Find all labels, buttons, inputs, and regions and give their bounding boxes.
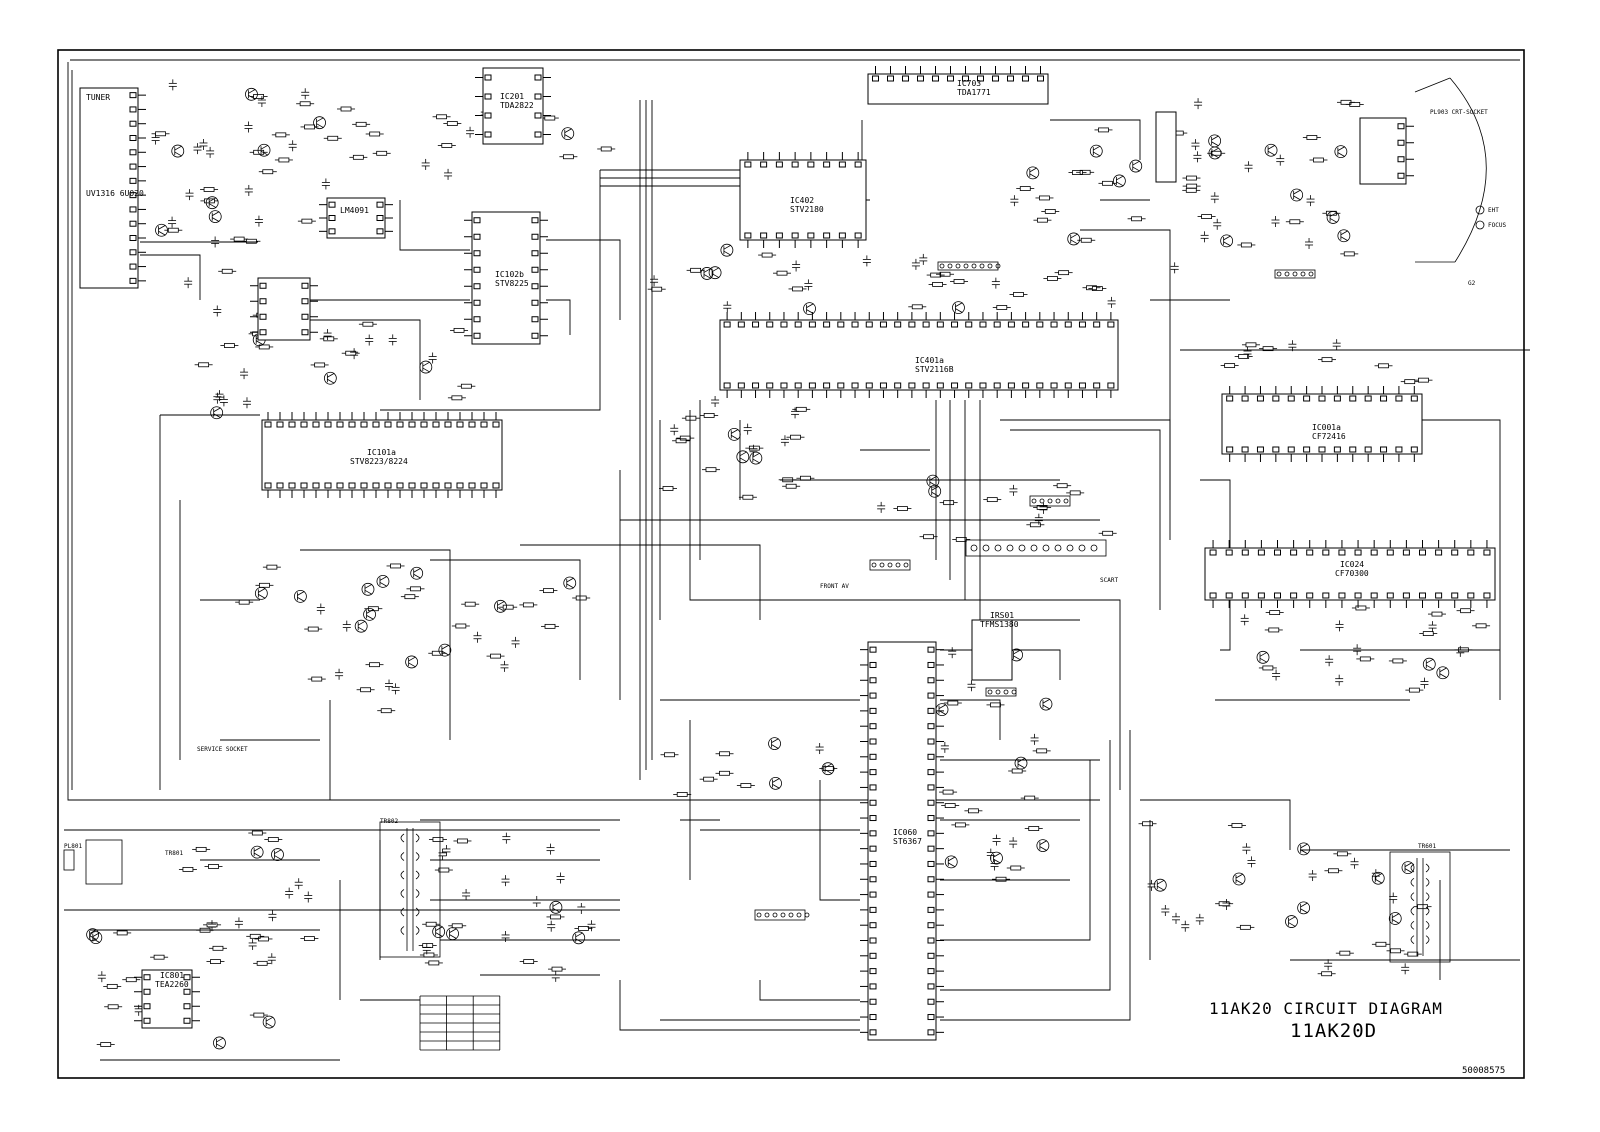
focus-label: FOCUS (1488, 222, 1507, 229)
g2-label: G2 (1468, 280, 1476, 287)
ic201-part: TDA2822 (500, 101, 534, 110)
ic401a-part: STV2116B (915, 365, 954, 374)
ic-tuner-part: UV1316 6U020 (86, 189, 144, 198)
ic402-label: IC402 (790, 196, 815, 205)
front-av-label: FRONT AV (820, 583, 849, 590)
ic703-part: TDA1771 (957, 88, 991, 97)
ic024-label: IC024 (1340, 560, 1365, 569)
ic024-part: CF70300 (1335, 569, 1369, 578)
mains-label: PL801 (64, 843, 83, 850)
ic703-label: IC703 (957, 79, 982, 88)
ic801-part: TEA2260 (155, 980, 189, 989)
document-number: 50008575 (1462, 1066, 1506, 1076)
ic-tfms-part: TFMS1380 (980, 620, 1019, 629)
ic101a-label: IC101a (367, 448, 396, 457)
ic102b-part: STV8225 (495, 279, 529, 288)
ic402-part: STV2180 (790, 205, 824, 214)
choke-label: TR801 (165, 850, 184, 857)
ic-body (720, 320, 1118, 390)
ic401a-label: IC401a (915, 356, 944, 365)
ic-body (1156, 112, 1176, 182)
ic-reg-label: LM4091 (340, 206, 369, 215)
ic-body (80, 88, 138, 288)
eht-label: EHT (1488, 207, 1499, 214)
scart-label: SCART (1100, 577, 1119, 584)
ic-body (1360, 118, 1406, 184)
smps-transformer-label: TR802 (380, 818, 399, 825)
ic-tfms-label: IRS01 (990, 611, 1015, 620)
diagram-model: 11AK20D (1290, 1020, 1378, 1042)
crt-socket-label: PL903 CRT-SOCKET (1430, 109, 1488, 116)
diagram-title: 11AK20 CIRCUIT DIAGRAM (1209, 999, 1443, 1018)
ic060-part: ST6367 (893, 837, 922, 846)
ic060-label: IC060 (893, 828, 918, 837)
ic001a-label: IC001a (1312, 423, 1341, 432)
ic-body (327, 198, 385, 238)
ic001a-part: CF72416 (1312, 432, 1346, 441)
fbt-label: TR601 (1418, 843, 1437, 850)
service-socket-label: SERVICE SOCKET (197, 746, 248, 753)
ic201-label: IC201 (500, 92, 525, 101)
ic801-label: IC801 (160, 971, 185, 980)
ic101a-part: STV8223/8224 (350, 457, 408, 466)
ic-body (972, 620, 1012, 680)
ic102b-label: IC102b (495, 270, 524, 279)
ic-tuner-label: TUNER (86, 93, 111, 102)
